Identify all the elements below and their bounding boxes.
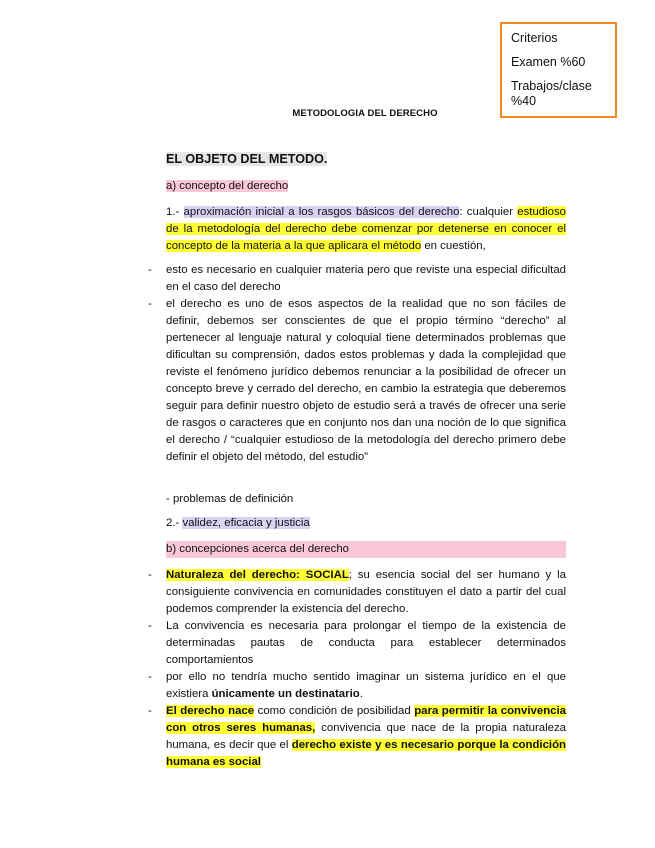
bullet-b-2: La convivencia es necesaria para prolongar el tiempo de la existencia de determinadas pautas de conducta para establecer determinados comportamientos bbox=[166, 620, 566, 666]
criteria-work bbox=[511, 79, 606, 109]
bullet-b-4 bbox=[166, 703, 566, 771]
bullet-b-4-highlight-1: El derecho nace bbox=[166, 705, 255, 717]
bullet-b-1-highlight: Naturaleza del derecho: SOCIAL bbox=[166, 569, 349, 581]
bullet-b-3-bold: únicamente un destinatario bbox=[211, 688, 360, 700]
point-1-middle: : cualquier bbox=[459, 206, 518, 218]
bullet-a-2: el derecho es uno de esos aspectos de la realidad que no son fáciles de definir, debemos ser conscientes de que el propio término “derecho” al pertenecer al lenguaje natural y coloquial tiene determinados problemas que dificultan su comprensión, dados estos problemas y dada la complejidad que reviste el fenómeno jurídico debemos renunciar a la posibilidad de ofrecer un concepto breve y cerrado del derecho, en cambio la estrategia que deberemos seguir para definir nuestro objeto de estudio será a través de ofrecer una serie de rasgos o caracteres que en conjunto nos dan una noción de lo que significa el derecho / “cualquier estudioso de la metodología del derecho primero debe definir el objeto del método, del estudio” bbox=[166, 298, 566, 463]
bullet-b-3 bbox=[166, 669, 566, 703]
point-1-suffix: en cuestión, bbox=[421, 240, 486, 252]
bullet-b-4-highlight-3: derecho existe y es necesario porque la condición humana es social bbox=[166, 739, 566, 768]
bullet-dash: - bbox=[148, 671, 152, 683]
subheading-b: b) concepciones acerca del derecho bbox=[166, 541, 566, 558]
point-2 bbox=[166, 515, 566, 532]
bullet-dash: - bbox=[148, 569, 152, 581]
point-1-highlight-yellow: estudioso de la metodología del derecho debe comenzar por detenerse en conocer el concepto de la materia a la que aplicara el método bbox=[166, 206, 567, 252]
criteria-title: Criterios bbox=[511, 31, 558, 45]
bullet-b-1 bbox=[166, 567, 566, 618]
bullet-dash: - bbox=[148, 620, 152, 632]
criteria-work-line1: Trabajos/clase bbox=[511, 79, 592, 93]
bullet-b-3-pre: por ello no tendría mucho sentido imaginar un sistema jurídico en el que existiera bbox=[166, 671, 566, 700]
bullet-b-3-post: . bbox=[359, 688, 363, 700]
point-1 bbox=[166, 204, 566, 255]
bullet-a-1: esto es necesario en cualquier materia pero que reviste una especial dificultad en el caso del derecho bbox=[166, 264, 566, 293]
section-heading: EL OBJETO DEL METODO. bbox=[166, 152, 328, 166]
bullet-b-4-mid-1: como condición de posibilidad bbox=[254, 705, 415, 717]
point-2-highlight-purple: validez, eficacia y justicia bbox=[182, 517, 310, 529]
bullet-dash: - bbox=[148, 705, 152, 717]
criteria-exam: Examen %60 bbox=[511, 55, 586, 69]
subheading-a bbox=[166, 178, 566, 195]
bullet-b-4-mid-2: convivencia que nace de la propia naturaleza humana, es decir que el bbox=[166, 722, 566, 751]
subheading-a-text: a) concepto del derecho bbox=[166, 180, 289, 192]
bullet-dash: - bbox=[148, 298, 152, 310]
bullet-b-1-rest: ; su esencia social del ser humano y la consiguiente convivencia en comunidades constituyen el dato a partir del cual podemos comprender la existencia del derecho. bbox=[166, 569, 566, 615]
problems-line: - problemas de definición bbox=[166, 493, 294, 505]
bullet-b-4-highlight-2: para permitir la convivencia con otros seres humanas, bbox=[166, 705, 566, 734]
bullet-dash: - bbox=[148, 264, 152, 276]
document-title: METODOLOGIA DEL DERECHO bbox=[292, 108, 438, 119]
point-1-highlight-purple: aproximación inicial a los rasgos básicos del derecho bbox=[183, 206, 460, 218]
point-2-prefix: 2.- bbox=[166, 517, 183, 529]
criteria-work-line2: %40 bbox=[511, 94, 537, 108]
point-1-prefix: 1.- bbox=[166, 206, 184, 218]
criteria-box bbox=[500, 22, 617, 118]
